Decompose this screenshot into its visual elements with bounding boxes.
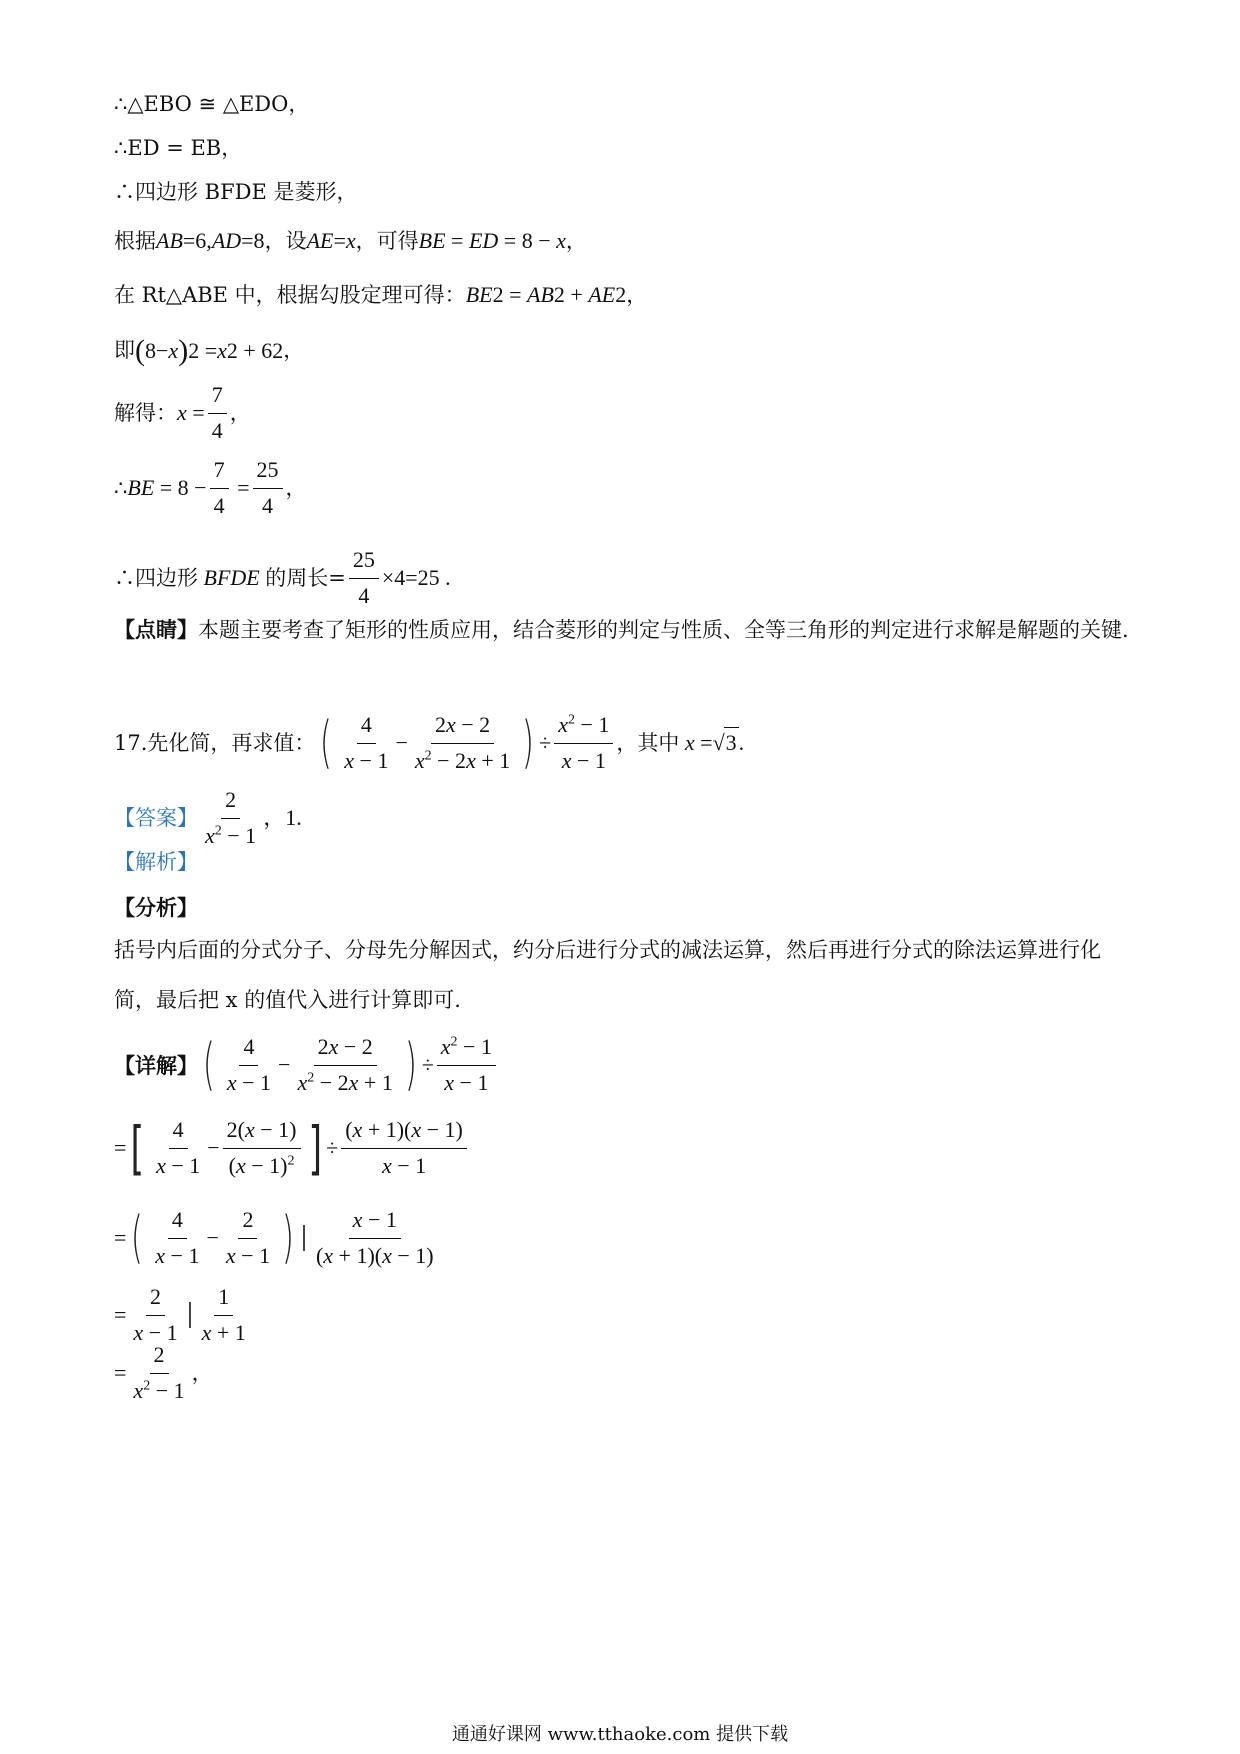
proof-line-rhombus — [114, 178, 1140, 207]
footer-text: 通通好课网 www.tthaoke.com 提供下载 — [451, 1724, 789, 1745]
answer-value: ，1. — [263, 804, 302, 830]
question-17: 17.先化简，再求值： ( $\frac{4}{x - 1}$ − $\frac{2x - 2}{x^2 - 2x + 1}$ ) ÷ $\frac{x^2 - 1}{x - 1}$ ，其中 x = √ 3 . — [114, 710, 745, 776]
xiangjie-label: 【详解】 — [114, 1052, 198, 1078]
text-ji: 即 — [114, 338, 135, 363]
fraction-25-4: $\frac{25}{4}$ — [349, 545, 379, 612]
answer-fraction: $\frac{2}{x^2 - 1}$ — [205, 787, 257, 848]
dianjing-label: 【点睛】 — [114, 617, 198, 642]
proof-line-pythagoras: 在 Rt△ABE 中，根据勾股定理可得： BE 2 = AB 2 + AE 2 ， — [114, 280, 1140, 311]
multiply-symbol — [189, 1302, 191, 1328]
fenxi-line — [114, 893, 1140, 922]
fraction-7-4: $\frac{7}{4}$ — [210, 455, 229, 522]
fenxi-label: 【分析】 — [114, 895, 198, 920]
solution-step-3: = ( $\frac{4}{x - 1}$ − $\frac{2}{x - 1}$ ) $\frac{x - 1}{(x + 1)(x - 1)}$ — [114, 1205, 434, 1271]
jiexi-line — [114, 848, 1140, 877]
proof-line-be: ∴ BE = 8 − $\frac{7}{4}$ = $\frac{25}{4}$ ， — [114, 455, 1140, 522]
proof-line-congruent — [114, 90, 1140, 119]
equality-statement: ∴ED = EB， — [114, 136, 243, 160]
rhombus-statement: ∴四边形 BFDE 是菱形， — [114, 180, 358, 204]
sqrt-3: √ 3 — [713, 727, 739, 759]
text-jiede: 解得： — [114, 400, 177, 425]
jiexi-label: 【解析】 — [114, 850, 198, 874]
text-pythagoras: 在 Rt△ABE 中，根据勾股定理可得： — [114, 282, 466, 307]
proof-line-perimeter: ∴四边形 BFDE 的周长= $\frac{25}{4}$ ×4=25 . — [114, 545, 1140, 612]
question-17-suffix: ，其中 — [616, 730, 680, 755]
math-given: AB — [156, 228, 183, 253]
solution-step-4: = $\frac{2}{x - 1}$ $\frac{1}{x + 1}$ — [114, 1284, 246, 1345]
proof-line-solution: 解得： x = $\frac{7}{4}$ ， — [114, 380, 1140, 447]
multiply-symbol — [303, 1225, 305, 1251]
page-footer — [0, 1720, 1240, 1746]
dianjing-paragraph — [114, 605, 1134, 655]
fraction-25-4: $\frac{25}{4}$ — [253, 455, 283, 522]
perimeter-result: ×4=25 . — [381, 564, 451, 590]
text-kede: ，可得 — [355, 228, 419, 253]
dianjing-text: 本题主要考查了矩形的性质应用，结合菱形的判定与性质、全等三角形的判定进行求解是解题的关键. — [198, 618, 1129, 642]
text-perimeter: 的周长= — [265, 565, 346, 590]
text-set: ，设 — [264, 228, 307, 253]
solution-step-2: = [ $\frac{4}{x - 1}$ − $\frac{2(x - 1)}{(x - 1)^2}$ ] ÷ $\frac{(x + 1)(x - 1)}{x - 1}$ — [114, 1115, 1140, 1182]
fenxi-paragraph — [114, 925, 1134, 1025]
question-17-prefix: 17.先化简，再求值： — [114, 730, 316, 755]
proof-line-ed-eb — [114, 134, 1140, 163]
fraction-7-4: $\frac{7}{4}$ — [208, 380, 227, 447]
answer-line — [114, 785, 1140, 852]
fenxi-text: 括号内后面的分式分子、分母先分解因式，约分后进行分式的减法运算，然后再进行分式的除法运算进行化简，最后把 x 的值代入进行计算即可. — [114, 938, 1101, 1012]
solution-step-1: 【详解】 ( $\frac{4}{x - 1}$ − $\frac{2x - 2}{x^2 - 2x + 1}$ ) ÷ $\frac{x^2 - 1}{x - 1}$ — [114, 1032, 1140, 1099]
proof-line-equation: 即 ( 8− x ) 2 = x 2 + 6 2 ， — [114, 334, 305, 367]
proof-line-given: 根据 AB =6, AD =8 ，设 AE = x ，可得 BE = ED = 8 − x ， — [114, 226, 1140, 257]
solution-step-5: = $\frac{2}{x^2 - 1}$ ， — [114, 1342, 213, 1403]
answer-label: 【答案】 — [114, 805, 198, 830]
text-genju: 根据 — [114, 228, 156, 253]
text-comma: ， — [565, 228, 587, 253]
congruence-statement: ∴△EBO ≅ △EDO， — [114, 92, 310, 116]
text-quadrilateral: ∴四边形 — [114, 565, 198, 590]
